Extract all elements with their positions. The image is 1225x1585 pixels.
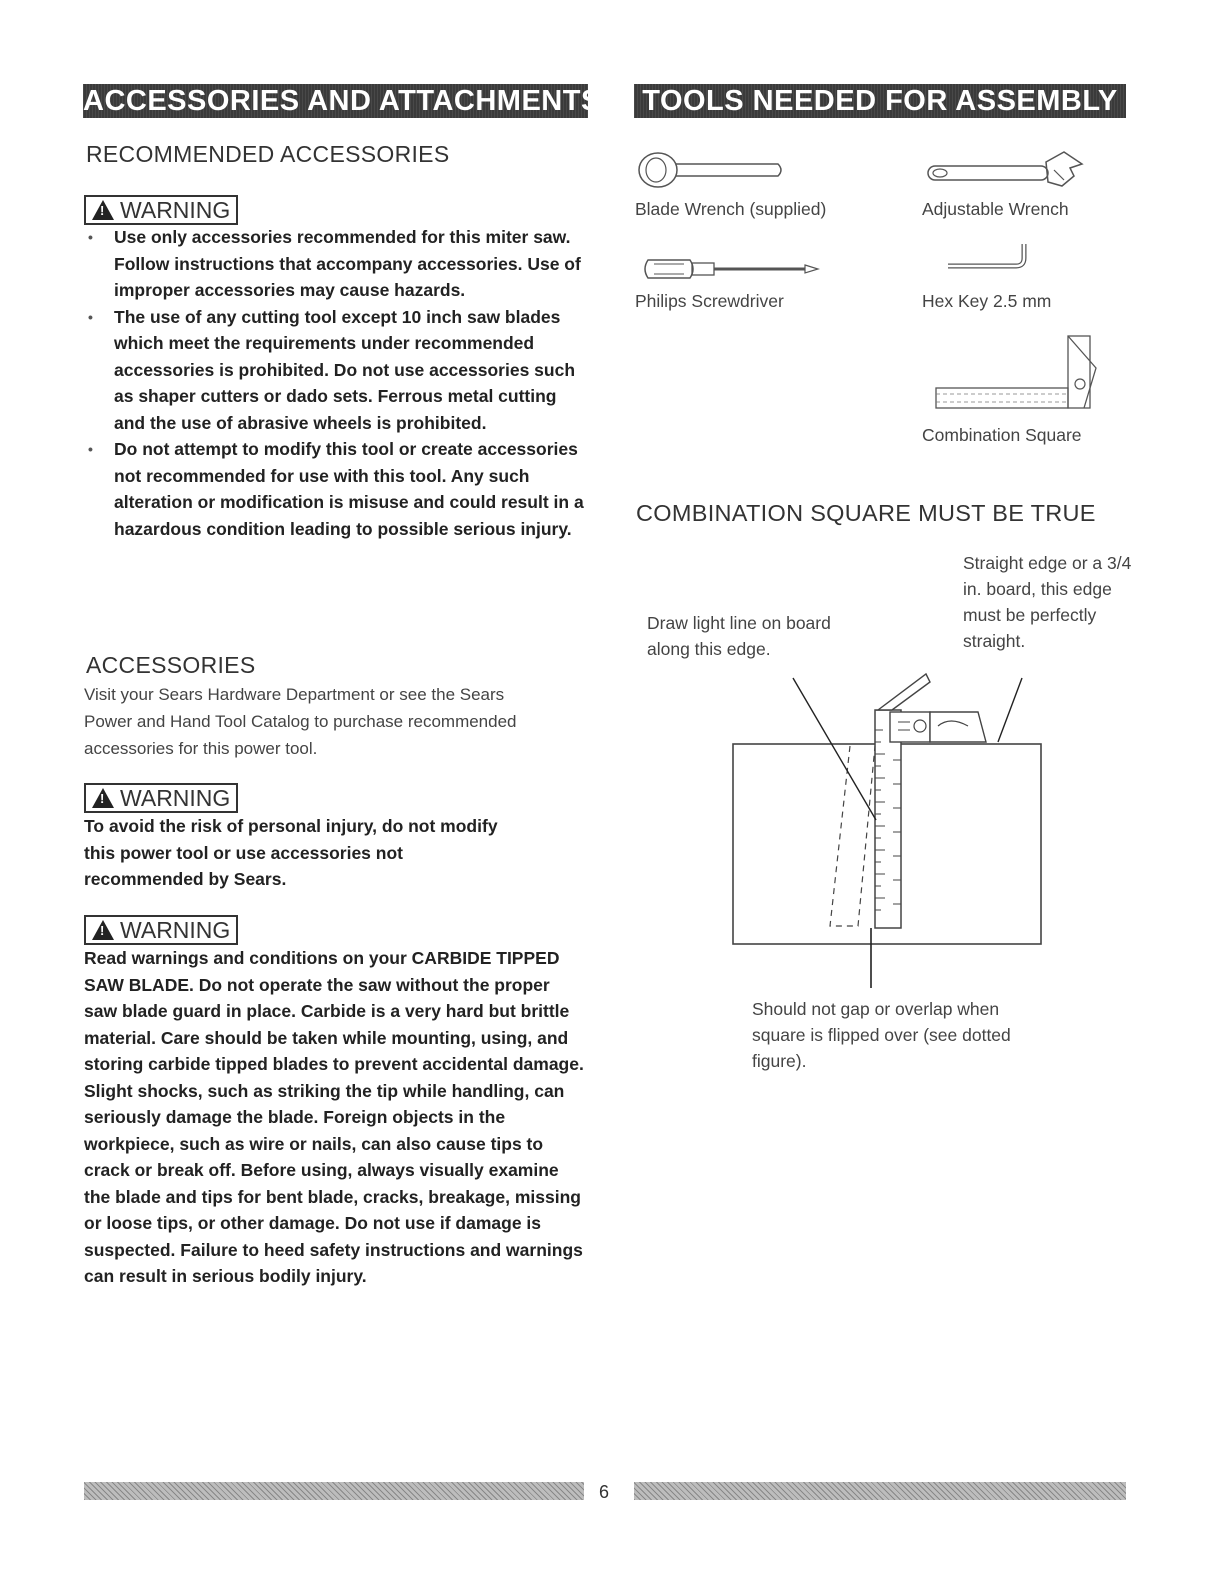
warning-triangle-icon xyxy=(92,788,114,808)
hex-key-icon xyxy=(944,240,1034,276)
recommended-accessories-heading: RECOMMENDED ACCESSORIES xyxy=(86,141,450,167)
list-item: • Do not attempt to modify this tool or create accessories not recommended for use with this tool. Any such alteration or modification is misuse and could result in a hazardous condition leading to possible serious injury. xyxy=(84,436,584,542)
footer-bar-right xyxy=(634,1482,1126,1500)
list-item: • The use of any cutting tool except 10 inch saw blades which meet the requirements under recommended accessories is prohibited. Do not use accessories such as shaper cutters or dado sets. Ferrous metal cutting and the use of abrasive wheels is prohibited. xyxy=(84,304,584,437)
warning-label-text: WARNING xyxy=(120,197,231,223)
warning-triangle-icon xyxy=(92,920,114,940)
list-item: • Use only accessories recommended for this miter saw. Follow instructions that accompany accessories. Use of improper accessories may cause hazards. xyxy=(84,224,584,304)
warning-triangle-icon xyxy=(92,200,114,220)
screwdriver-icon xyxy=(640,254,820,284)
callout-bottom-text: Should not gap or overlap when square is flipped over (see dotted figure). xyxy=(752,999,1011,1071)
warning-3-text: Read warnings and conditions on your CARBIDE TIPPED SAW BLADE. Do not operate the saw without the proper saw blade guard in place. Carbide is a very hard but brittle material. Care should be taken while mounting, using, and storing carbide tipped blades to prevent accidental damage. Slight shocks, such as striking the tip while handling, can seriously damage the blade. Foreign objects in the workpiece, such as wire or nails, can also cause tips to crack or break off. Before using, always visually examine the blade and tips for bent blade, cracks, breakage, missing or loose tips, or other damage. Do not use if damage is suspected. Failure to heed safety instructions and warnings can result in serious bodily injury. xyxy=(84,948,584,1286)
blade-wrench-label: Blade Wrench (supplied) xyxy=(635,199,827,219)
adjustable-wrench-label: Adjustable Wrench xyxy=(922,199,1069,219)
combination-square-label: Combination Square xyxy=(922,425,1082,445)
accessories-heading: ACCESSORIES xyxy=(86,652,256,678)
warning-label-1 xyxy=(84,195,238,225)
page-number: 6 xyxy=(599,1482,610,1502)
warning-bullet-list xyxy=(84,224,584,542)
warning-label-3 xyxy=(84,915,238,945)
callout-left-text: Draw light line on board along this edge. xyxy=(647,613,831,659)
blade-wrench-icon xyxy=(636,150,786,190)
warning-2-text: To avoid the risk of personal injury, do not modify this power tool or use accessories not recommended by Sears. xyxy=(84,816,498,889)
accessories-banner: ACCESSORIES AND ATTACHMENTS xyxy=(83,85,601,117)
hex-key-label: Hex Key 2.5 mm xyxy=(922,291,1052,311)
screwdriver-label: Philips Screwdriver xyxy=(635,291,784,311)
warning-label-2 xyxy=(84,783,238,813)
footer-bar-left xyxy=(84,1482,584,1500)
accessories-paragraph: Visit your Sears Hardware Department or see the Sears Power and Hand Tool Catalog to purchase recommended accessories for this power tool. xyxy=(84,685,517,758)
combination-square-icon xyxy=(934,326,1098,412)
square-check-diagram xyxy=(730,670,1050,990)
tools-banner: TOOLS NEEDED FOR ASSEMBLY xyxy=(634,84,1126,118)
warning-label-text: WARNING xyxy=(120,785,231,811)
warning-label-text: WARNING xyxy=(120,917,231,943)
callout-right-text: Straight edge or a 3/4 in. board, this edge must be perfectly straight. xyxy=(963,553,1132,651)
adjustable-wrench-icon xyxy=(924,146,1084,194)
combination-square-heading: COMBINATION SQUARE MUST BE TRUE xyxy=(636,500,1096,526)
